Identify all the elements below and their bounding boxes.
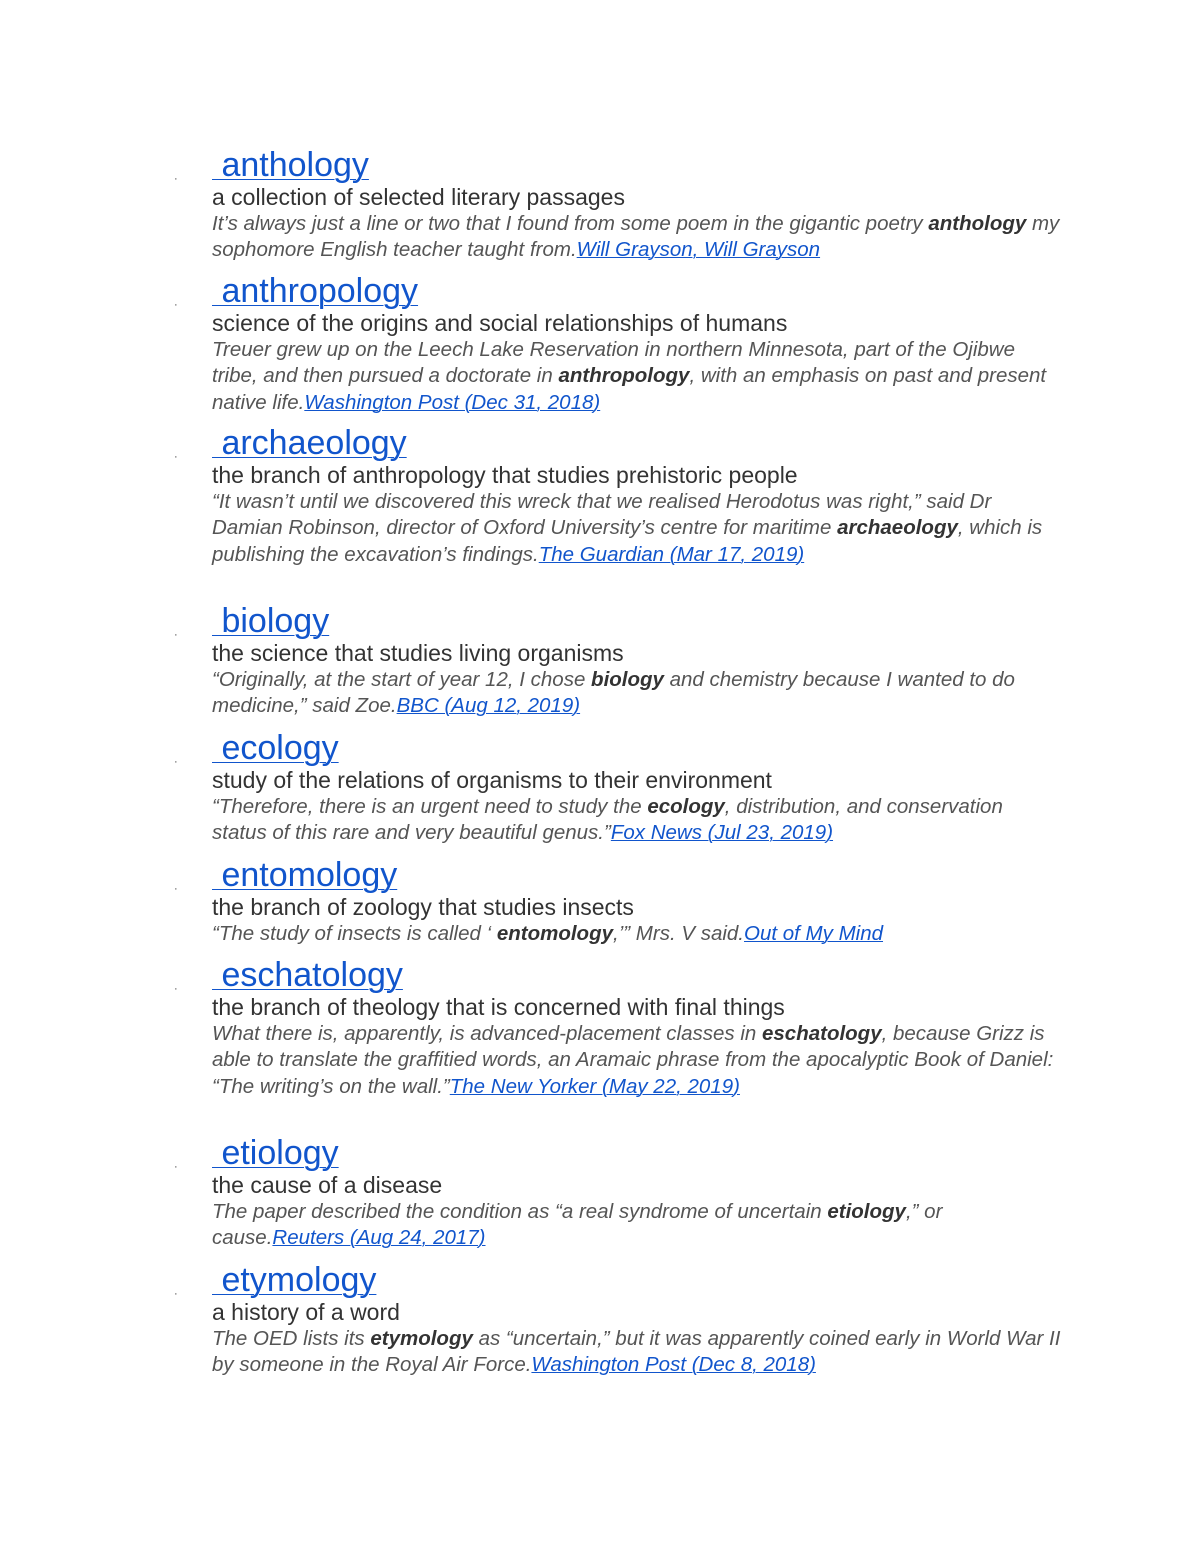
list-bullet: ·: [174, 883, 178, 895]
list-bullet: ·: [174, 629, 178, 641]
example-sentence: “It wasn’t until we discovered this wreck that we realised Herodotus was right,” said Dr Damian Robinson, director of Oxford University’s centre for maritime archaeology, which is publishing the excavation’s findings.The Guardian (Mar 17, 2019): [212, 490, 1043, 566]
definition: science of the origins and social relationships of humans: [212, 310, 788, 336]
word-link[interactable]: biology: [212, 602, 330, 640]
vocab-entry-entomology: [174, 856, 1062, 947]
list-bullet: ·: [174, 1288, 178, 1300]
word-link[interactable]: eschatology: [212, 956, 403, 994]
list-bullet: ·: [174, 1161, 178, 1173]
list-bullet: ·: [174, 983, 178, 995]
source-link[interactable]: The New Yorker (May 22, 2019): [449, 1074, 740, 1098]
source-link[interactable]: Will Grayson, Will Grayson: [576, 238, 821, 262]
source-link[interactable]: Reuters (Aug 24, 2017): [272, 1226, 486, 1250]
example-keyword: etiology: [827, 1200, 906, 1223]
word-link[interactable]: anthropology: [212, 272, 419, 310]
example-keyword: biology: [591, 668, 664, 691]
source-link[interactable]: BBC (Aug 12, 2019): [396, 694, 581, 718]
definition: a history of a word: [212, 1299, 400, 1325]
list-bullet: ·: [174, 756, 178, 768]
example-keyword: eschatology: [761, 1022, 882, 1045]
example-sentence: The OED lists its etymology as “uncertain,” but it was apparently coined early in World War II by someone in the Royal Air Force.Washington Post (Dec 8, 2018): [212, 1327, 1061, 1377]
vocab-entry-etiology: [174, 1134, 1062, 1252]
list-bullet: ·: [174, 173, 178, 185]
word-link[interactable]: archaeology: [212, 424, 407, 462]
word-link[interactable]: etymology: [212, 1261, 377, 1299]
source-link[interactable]: Fox News (Jul 23, 2019): [610, 821, 834, 845]
definition: the branch of theology that is concerned with final things: [212, 994, 785, 1020]
word-link[interactable]: anthology: [212, 146, 369, 184]
example-sentence: Treuer grew up on the Leech Lake Reservation in northern Minnesota, part of the Ojibwe tribe, and then pursued a doctorate in anthropology, with an emphasis on past and present native life.Washington Post (Dec 31, 2018): [212, 338, 1047, 414]
definition: study of the relations of organisms to their environment: [212, 767, 772, 793]
source-link[interactable]: Out of My Mind: [744, 922, 884, 945]
definition: a collection of selected literary passages: [212, 184, 625, 210]
example-sentence: “The study of insects is called ‘ entomology,’” Mrs. V said.Out of My Mind: [212, 922, 884, 945]
vocab-entry-etymology: [174, 1261, 1062, 1379]
example-keyword: anthology: [928, 212, 1027, 235]
example-sentence: What there is, apparently, is advanced-placement classes in eschatology, because Grizz is able to translate the graffitied words, an Aramaic phrase from the apocalyptic Book of Daniel: “The writing’s on the wall.”The New Yorker (May 22, 2019): [212, 1022, 1054, 1098]
example-sentence: “Therefore, there is an urgent need to study the ecology, distribution, and conservation status of this rare and very beautiful genus.”Fox News (Jul 23, 2019): [212, 795, 1003, 845]
definition: the branch of zoology that studies insects: [212, 894, 634, 920]
source-link[interactable]: The Guardian (Mar 17, 2019): [538, 542, 805, 566]
list-bullet: ·: [174, 299, 178, 311]
example-keyword: ecology: [647, 795, 725, 818]
example-keyword: entomology: [496, 922, 614, 945]
example-keyword: anthropology: [558, 364, 690, 388]
list-bullet: ·: [174, 451, 178, 463]
example-sentence: “Originally, at the start of year 12, I chose biology and chemistry because I wanted to do medicine,” said Zoe.BBC (Aug 12, 2019): [212, 668, 1015, 718]
definition: the science that studies living organisms: [212, 640, 624, 666]
example-keyword: etymology: [370, 1327, 473, 1350]
vocab-entry-anthology: [174, 146, 1062, 264]
word-link[interactable]: ecology: [212, 729, 339, 767]
word-link[interactable]: etiology: [212, 1134, 339, 1172]
vocab-entry-ecology: [174, 729, 1062, 847]
source-link[interactable]: Washington Post (Dec 31, 2018): [304, 390, 601, 414]
vocab-entry-biology: [174, 602, 1062, 720]
definition: the branch of anthropology that studies prehistoric people: [212, 462, 798, 488]
definition: the cause of a disease: [212, 1172, 443, 1198]
vocab-entry-archaeology: [174, 424, 1062, 568]
example-sentence: It’s always just a line or two that I found from some poem in the gigantic poetry anthology my sophomore English teacher taught from.Will Grayson, Will Grayson: [212, 212, 1060, 262]
example-keyword: archaeology: [837, 516, 958, 540]
example-sentence: The paper described the condition as “a real syndrome of uncertain etiology,” or cause.Reuters (Aug 24, 2017): [212, 1200, 943, 1250]
word-link[interactable]: entomology: [212, 856, 398, 894]
vocab-entry-eschatology: [174, 956, 1062, 1100]
vocab-entry-anthropology: [174, 272, 1062, 416]
source-link[interactable]: Washington Post (Dec 8, 2018): [531, 1353, 816, 1377]
